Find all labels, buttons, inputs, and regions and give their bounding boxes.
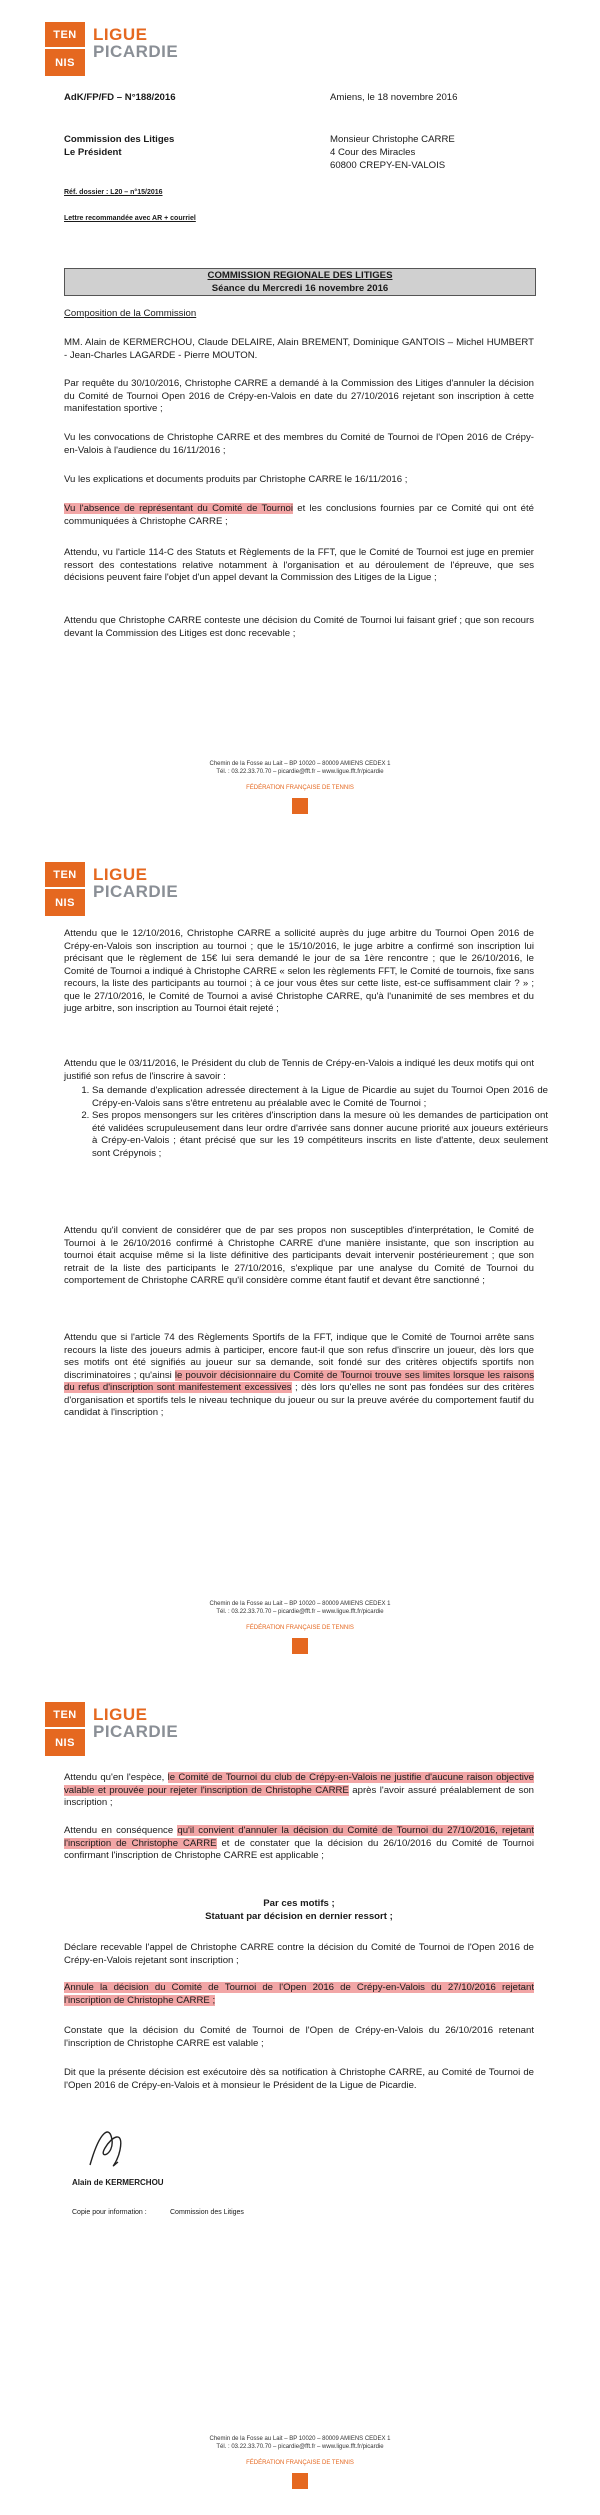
logo-text-ten: TEN [45, 862, 85, 889]
paragraph-absence [64, 503, 534, 528]
logo-ligue: LIGUE [93, 25, 148, 44]
logo-picardie: PICARDIE [93, 42, 179, 61]
footer-contact: Tél. : 03.22.33.70.70 – picardie@fft.fr – www.ligue.fft.fr/picardie [216, 769, 384, 775]
letter-page-1 [0, 0, 600, 840]
ligue-picardie-logo [45, 22, 178, 76]
commission-title: COMMISSION REGIONALE DES LITIGES [207, 270, 393, 281]
highlight-no-justification: le Comité de Tournoi du club de Crépy-en-Valois ne justifie d'aucune raison objective valable et prouvée pour rejeter l'inscription de Christophe CARRE [64, 1772, 534, 1796]
logo-text-nis: NIS [55, 896, 75, 909]
footer-address: Chemin de la Fosse au Lait – BP 10020 – 80009 AMIENS CEDEX 1 [209, 1601, 391, 1607]
page-footer [0, 760, 600, 814]
commission-header-box [64, 268, 536, 296]
footer-contact: Tél. : 03.22.33.70.70 – picardie@fft.fr – www.ligue.fft.fr/picardie [216, 1609, 384, 1615]
paragraph-explications: Vu les explications et documents produits par Christophe CARRE le 16/11/2016 ; [64, 474, 408, 485]
footer-contact: Tél. : 03.22.33.70.70 – picardie@fft.fr – www.ligue.fft.fr/picardie [216, 2444, 384, 2450]
tennis-logo-icon [45, 862, 85, 916]
letter-page-3 [0, 1680, 600, 2515]
paragraph-request: Par requête du 30/10/2016, Christophe CARRE a demandé à la Commission des Litiges d'annuler la décision du Comité de Tournoi Open 2016 de Crépy-en-Valois en date du 27/10/2016 rejetant son inscription à cette manifestation sportive ; [64, 378, 534, 414]
paragraph-consequence [64, 1825, 534, 1863]
paragraph-annule [64, 1982, 534, 2007]
reference-number: AdK/FP/FD – N°188/2016 [64, 92, 176, 103]
session-date: Séance du Mercredi 16 novembre 2016 [211, 283, 389, 294]
consequence-start: Attendu en conséquence [64, 1825, 178, 1836]
footer-square-icon [292, 2473, 308, 2489]
motifs-heading: Par ces motifs ; [263, 1898, 335, 1909]
paragraph-constate: Constate que la décision du Comité de Tournoi de l'Open de Crépy-en-Valois du 26/10/2016 retenant l'inscription de Christophe CARRE est valable ; [64, 2025, 534, 2049]
logo-text-nis: NIS [55, 56, 75, 69]
recipient-street: 4 Cour des Miracles [330, 147, 416, 158]
paragraph-recevable: Attendu que Christophe CARRE conteste une décision du Comité de Tournoi lui faisant grief ; que son recours devant la Commission des Litiges est donc recevable ; [64, 615, 534, 639]
signatory-name: Alain de KERMERCHOU [72, 2178, 164, 2187]
article-74-start: Attendu que si l'article 74 des Règlements Sportifs de la FFT, indique que le Comité de Tournoi arrête sans recours la liste des joueurs admis à participer, encore faut-il que son refus d'inscrire un joueur, dès lors que ses motifs ont été signifiés au joueur sur sa demande, soit fondé sur des critères objectifs sportifs non discriminatoires ; qu'ainsi [64, 1332, 534, 1381]
paragraph-article-74 [64, 1332, 534, 1420]
motives-list [78, 1085, 548, 1160]
footer-federation: FÉDÉRATION FRANÇAISE DE TENNIS [246, 2460, 354, 2466]
paragraph-consideration: Attendu qu'il convient de considérer que de par ses propos non susceptibles d'interprétation, le Comité de Tournoi à le 26/10/2016 confirmé à Christophe CARRE d'une manière insistante, que son inscription au tournoi était acquise même si la liste définitive des participants devait intervenir postérieurement ; que son retrait de la liste des participants le 27/10/2016, s'explique par une analyse du Comité de Tournoi du comportement de Christophe CARRE qu'il considère comme étant fautif et devant être sanctionné ; [64, 1225, 534, 1286]
footer-square-icon [292, 1638, 308, 1654]
espece-end: après l'avoir assuré préalablement de son inscription ; [64, 1784, 535, 1808]
copy-label: Copie pour information : [72, 2209, 147, 2216]
logo-ligue: LIGUE [93, 1705, 148, 1724]
article-74-end: ; dès lors qu'elles ne sont pas fondées sur des critères d'organisation et sportifs tels le niveau technique du joueur ou sur la preuve avérée du comportement fautif du candidat à l'inscription ; [64, 1382, 534, 1418]
logo-text-nis: NIS [55, 1736, 75, 1749]
recipient-name: Monsieur Christophe CARRE [330, 134, 455, 145]
composition-heading: Composition de la Commission [64, 308, 197, 319]
espece-start: Attendu qu'en l'espèce, [64, 1772, 168, 1783]
page-footer [0, 1600, 600, 1654]
ligue-picardie-logo [45, 1702, 178, 1756]
sender-president: Le Président [64, 147, 122, 158]
list-item: 2. Ses propos mensongers sur les critères d'inscription dans la mesure où les demandes de participation ont été validées scrupuleusement dans leur ordre d'arrivée sans donner aucune priorité aux joueurs extérieurs à Crépy-en-Valois ; étant précisé que sur les 19 compétiteurs inscrits en liste d'attente, deux seulement sont Crépynois ; [92, 1110, 548, 1160]
footer-address: Chemin de la Fosse au Lait – BP 10020 – 80009 AMIENS CEDEX 1 [209, 761, 391, 767]
sender-commission: Commission des Litiges [64, 134, 175, 145]
logo-ligue: LIGUE [93, 865, 148, 884]
ligue-picardie-logo [45, 862, 178, 916]
logo-wordmark [93, 26, 178, 60]
paragraph-article-114: Attendu, vu l'article 114-C des Statuts et Règlements de la FFT, que le Comité de Tournoi est juge en premier ressort des contestations relative notamment à l'organisation et au déroulement de l'épreuve, que ses décisions peuvent faire l'objet d'un appel devant la Commission des Litiges de la Ligue ; [64, 547, 534, 583]
logo-picardie: PICARDIE [93, 1722, 179, 1741]
letter-page-2 [0, 840, 600, 1680]
recipient-city: 60800 CREPY-EN-VALOIS [330, 160, 446, 171]
paragraph-convocations: Vu les convocations de Christophe CARRE et des membres du Comité de Tournoi de l'Open 2016 de Crépy-en-Valois à l'audience du 16/11/2016 ; [64, 432, 534, 456]
statuant-heading: Statuant par décision en dernier ressort ; [205, 1911, 393, 1922]
list-item: 1. Sa demande d'explication adressée directement à la Ligue de Picardie au sujet du Tournoi Open 2016 de Crépy-en-Valois sans s'être entretenu au préalable avec le Comité de Tournoi ; [92, 1085, 548, 1110]
consequence-end: et de constater que la décision du 26/10/2016 du Comité de Tournoi confirmant l'inscription de Christophe CARRE est applicable ; [64, 1837, 534, 1861]
logo-wordmark [93, 866, 178, 900]
absence-rest: et les conclusions fournies par ce Comité qui ont été communiquées à Christophe CARRE ; [64, 503, 534, 527]
footer-federation: FÉDÉRATION FRANÇAISE DE TENNIS [246, 1625, 354, 1631]
page-footer [0, 2435, 600, 2489]
logo-text-ten: TEN [45, 1702, 85, 1729]
paragraph-chronology: Attendu que le 12/10/2016, Christophe CARRE a sollicité auprès du juge arbitre du Tournoi Open 2016 de Crépy-en-Valois son inscription au tournoi ; que le 15/10/2016, le juge arbitre a confirmé son inscription lui précisant que le règlement de 15€ lui sera demandé le jour de sa 1ère rencontre ; que le 26/10/2016, le Comité de Tournoi a indiqué à Christophe CARRE « selon les règlements FFT, le Comité de tournois, fixe sans recours, la liste des participants au tournoi ; à ce jour vous êtes sur cette liste, est-ce suffisamment clair ? » ; que le 27/10/2016, le Comité de Tournoi a avisé Christophe CARRE, qu'à l'unanimité de ses membres et du juge arbitre, son inscription au Tournoi était rejeté ; [64, 928, 534, 1014]
paragraph-executoire: Dit que la présente décision est exécutoire dès sa notification à Christophe CARRE, au Comité de Tournoi de l'Open 2016 de Crépy-en-Valois et à monsieur le Président de la Ligue de Picardie. [64, 2067, 534, 2091]
registered-letter-note: Lettre recommandée avec AR + courriel [64, 215, 196, 222]
logo-picardie: PICARDIE [93, 882, 179, 901]
paragraph-two-motives: Attendu que le 03/11/2016, le Président du club de Tennis de Crépy-en-Valois a indiqué les deux motifs qui ont justifié son refus de l'inscrire à savoir : [64, 1058, 534, 1082]
highlight-absence: Vu l'absence de représentant du Comité de Tournoi [64, 503, 293, 514]
footer-square-icon [292, 798, 308, 814]
footer-federation: FÉDÉRATION FRANÇAISE DE TENNIS [246, 785, 354, 791]
copy-recipient: Commission des Litiges [170, 2209, 244, 2216]
tennis-logo-icon [45, 22, 85, 76]
footer-address: Chemin de la Fosse au Lait – BP 10020 – 80009 AMIENS CEDEX 1 [209, 2436, 391, 2442]
paragraph-declare-recevable: Déclare recevable l'appel de Christophe CARRE contre la décision du Comité de Tournoi de l'Open 2016 de Crépy-en-Valois rejetant sont inscription ; [64, 1942, 534, 1966]
logo-text-ten: TEN [45, 22, 85, 49]
handwritten-signature [80, 2120, 140, 2175]
logo-wordmark [93, 1706, 178, 1740]
members-paragraph: MM. Alain de KERMERCHOU, Claude DELAIRE, Alain BREMENT, Dominique GANTOIS – Michel HUMBERT - Jean-Charles LAGARDE - Pierre MOUTON. [64, 337, 534, 361]
dossier-reference: Réf. dossier : L20 – n°15/2016 [64, 189, 163, 196]
tennis-logo-icon [45, 1702, 85, 1756]
highlight-pouvoir: le pouvoir décisionnaire du Comité de Tournoi trouve ses limites lorsque les raisons du refus d'inscription sont manifestement excessives [64, 1369, 535, 1393]
highlight-annule-decision: Annule la décision du Comité de Tournoi de l'Open 2016 de Crépy-en-Valois du 27/10/2016 rejetant l'inscription de Christophe CARRE ; [64, 1982, 534, 2006]
paragraph-en-espece [64, 1772, 534, 1810]
place-date: Amiens, le 18 novembre 2016 [330, 92, 458, 103]
highlight-annul: qu'il convient d'annuler la décision du Comité de Tournoi du 27/10/2016, rejetant l'inscription de Christophe CARRE [64, 1825, 534, 1849]
